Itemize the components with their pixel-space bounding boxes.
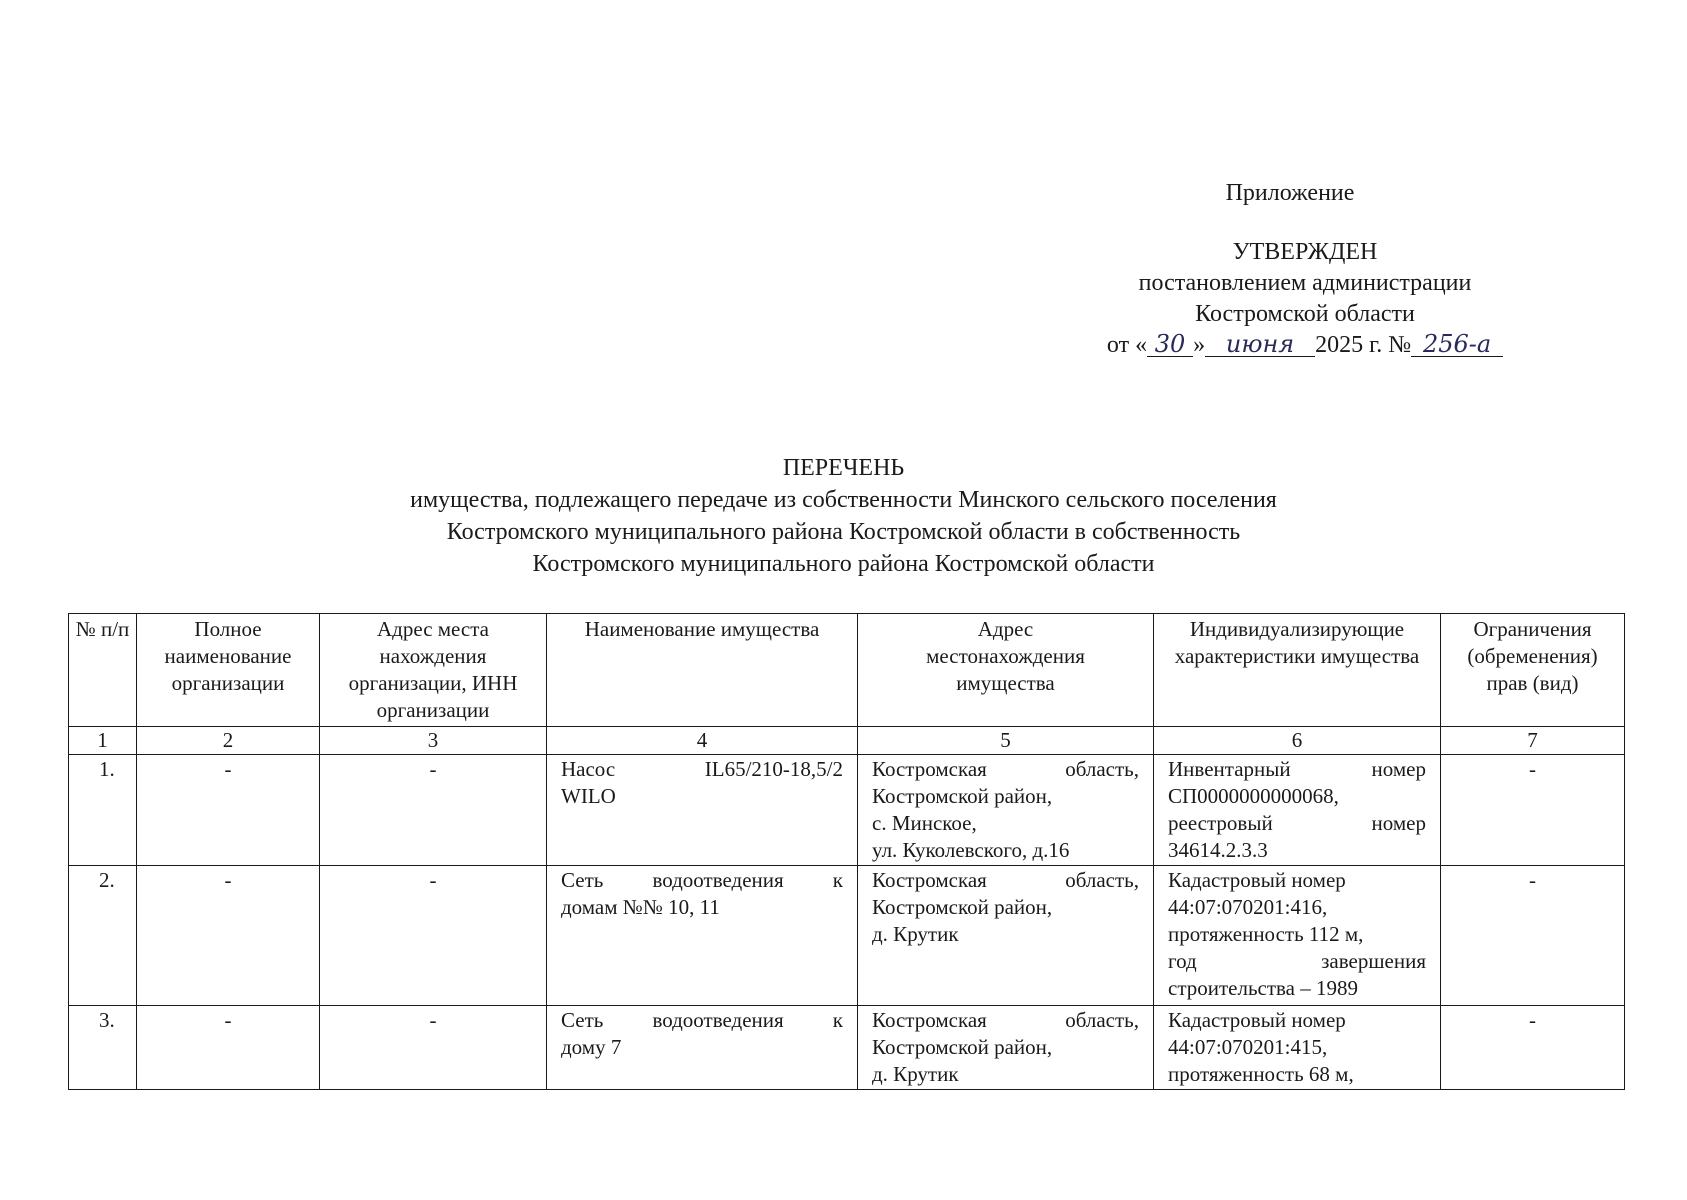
column-number: 6 bbox=[1154, 727, 1441, 755]
text-fragment: Кадастровый номер bbox=[1168, 868, 1346, 892]
approval-block bbox=[1090, 178, 1520, 361]
text-fragment: 34614.2.3.3 bbox=[1168, 838, 1268, 862]
row-number: 3. bbox=[69, 1006, 137, 1090]
row-org-name: - bbox=[137, 755, 320, 866]
text-fragment: домам №№ 10, 11 bbox=[561, 895, 720, 919]
table-row bbox=[69, 866, 1625, 1006]
row-org-address: - bbox=[320, 866, 547, 1006]
text-fragment: к bbox=[832, 868, 843, 892]
text-fragment: к bbox=[832, 1008, 843, 1032]
header-org-address: Адрес места нахождения организации, ИНН организации bbox=[320, 614, 547, 727]
text-fragment: год bbox=[1168, 949, 1197, 973]
table-header-row bbox=[69, 614, 1625, 727]
text-fragment: Костромской район, bbox=[872, 1035, 1053, 1059]
document-title bbox=[0, 452, 1687, 580]
text-fragment: дому 7 bbox=[561, 1035, 622, 1059]
title-line-1: имущества, подлежащего передаче из собственности Минского сельского поселения bbox=[410, 487, 1277, 513]
row-restrictions: - bbox=[1441, 866, 1625, 1006]
text-fragment: Костромской район, bbox=[872, 784, 1053, 808]
text-fragment: СП0000000000068, bbox=[1168, 784, 1339, 808]
date-separator: » bbox=[1193, 332, 1206, 358]
row-property-address bbox=[858, 866, 1154, 1006]
title-line-2: Костромского муниципального района Костромской области в собственность bbox=[446, 519, 1241, 545]
column-number: 7 bbox=[1441, 727, 1625, 755]
header-property-address: Адрес местонахождения имущества bbox=[858, 614, 1154, 727]
date-day-handwritten: 30 bbox=[1147, 332, 1193, 357]
column-number: 2 bbox=[137, 727, 320, 755]
column-number: 5 bbox=[858, 727, 1154, 755]
text-fragment: 44:07:070201:416, bbox=[1168, 895, 1328, 919]
row-characteristics bbox=[1154, 866, 1441, 1006]
header-num: № п/п bbox=[69, 614, 137, 727]
text-fragment: с. Минское, bbox=[872, 811, 977, 835]
text-fragment: реестровый bbox=[1168, 811, 1273, 835]
text-fragment: 44:07:070201:415, bbox=[1168, 1035, 1328, 1059]
header-restrictions: Ограничения (обременения) прав (вид) bbox=[1441, 614, 1625, 727]
column-number: 3 bbox=[320, 727, 547, 755]
row-characteristics bbox=[1154, 1006, 1441, 1090]
row-org-address: - bbox=[320, 755, 547, 866]
text-fragment: ул. Куколевского, д.16 bbox=[872, 838, 1070, 862]
row-property-name bbox=[547, 755, 858, 866]
text-fragment: протяженность 68 м, bbox=[1168, 1062, 1354, 1086]
text-fragment: Сеть bbox=[561, 868, 604, 892]
text-fragment: Кадастровый номер bbox=[1168, 1008, 1346, 1032]
text-fragment: Костромской район, bbox=[872, 895, 1053, 919]
approval-date-line bbox=[1090, 330, 1520, 361]
text-fragment: Костромская bbox=[872, 1008, 987, 1032]
column-number: 1 bbox=[69, 727, 137, 755]
row-characteristics bbox=[1154, 755, 1441, 866]
text-fragment: водоотведения bbox=[652, 1008, 784, 1032]
row-org-name: - bbox=[137, 866, 320, 1006]
text-fragment: WILO bbox=[561, 784, 616, 808]
text-fragment: Насос bbox=[561, 757, 616, 781]
text-fragment: область, bbox=[1065, 757, 1139, 781]
column-numbers-row bbox=[69, 727, 1625, 755]
appendix-label: Приложение bbox=[1225, 180, 1355, 206]
property-table bbox=[68, 613, 1625, 1090]
table-row bbox=[69, 1006, 1625, 1090]
text-fragment: Сеть bbox=[561, 1008, 604, 1032]
row-org-name: - bbox=[137, 1006, 320, 1090]
text-fragment: область, bbox=[1065, 868, 1139, 892]
text-fragment: завершения bbox=[1321, 949, 1426, 973]
approved-label: УТВЕРЖДЕН bbox=[1232, 239, 1378, 265]
text-fragment: IL65/210-18,5/2 bbox=[704, 757, 843, 781]
row-property-name bbox=[547, 1006, 858, 1090]
row-restrictions: - bbox=[1441, 1006, 1625, 1090]
row-restrictions: - bbox=[1441, 755, 1625, 866]
text-fragment: д. Крутик bbox=[872, 1062, 959, 1086]
column-number: 4 bbox=[547, 727, 858, 755]
text-fragment: д. Крутик bbox=[872, 922, 959, 946]
text-fragment: номер bbox=[1371, 811, 1426, 835]
text-fragment: протяженность 112 м, bbox=[1168, 922, 1364, 946]
text-fragment: Костромская bbox=[872, 757, 987, 781]
table-row bbox=[69, 755, 1625, 866]
date-prefix: от « bbox=[1106, 332, 1148, 358]
title-heading: ПЕРЕЧЕНЬ bbox=[782, 455, 905, 481]
title-line-3: Костромского муниципального района Костромской области bbox=[532, 551, 1155, 577]
text-fragment: водоотведения bbox=[652, 868, 784, 892]
row-property-address bbox=[858, 755, 1154, 866]
row-number: 2. bbox=[69, 866, 137, 1006]
date-year: 2025 г. № bbox=[1315, 332, 1412, 358]
approved-by-line-2: Костромской области bbox=[1195, 301, 1415, 327]
text-fragment: строительства – 1989 bbox=[1168, 976, 1359, 1000]
text-fragment: Инвентарный bbox=[1168, 757, 1291, 781]
row-number: 1. bbox=[69, 755, 137, 866]
decree-number-handwritten: 256-а bbox=[1411, 332, 1503, 357]
date-month-handwritten: июня bbox=[1205, 332, 1315, 357]
row-property-name bbox=[547, 866, 858, 1006]
header-characteristics: Индивидуализирующие характеристики имущества bbox=[1154, 614, 1441, 727]
row-property-address bbox=[858, 1006, 1154, 1090]
text-fragment: Костромская bbox=[872, 868, 987, 892]
approved-by-line-1: постановлением администрации bbox=[1138, 270, 1472, 296]
header-property-name: Наименование имущества bbox=[547, 614, 858, 727]
text-fragment: номер bbox=[1371, 757, 1426, 781]
header-org-name: Полное наименование организации bbox=[137, 614, 320, 727]
row-org-address: - bbox=[320, 1006, 547, 1090]
text-fragment: область, bbox=[1065, 1008, 1139, 1032]
